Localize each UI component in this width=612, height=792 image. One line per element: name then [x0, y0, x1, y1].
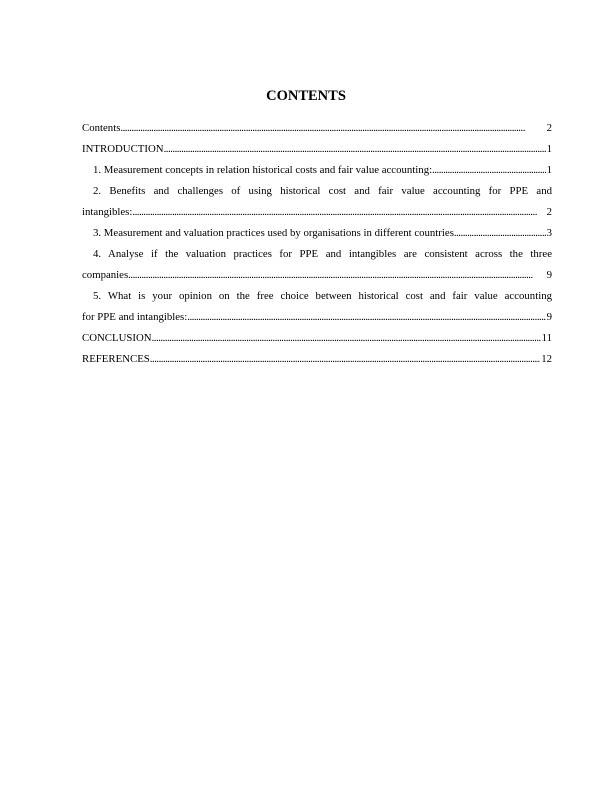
toc-entry-label: 3. Measurement and valuation practices used by organisations in different countries [93, 227, 454, 239]
toc-entry-section-1[interactable] [82, 160, 552, 181]
toc-entry-label-line2: intangibles: [82, 206, 133, 218]
dot-leader [150, 349, 540, 370]
toc-entry-label: REFERENCES [82, 353, 150, 365]
dot-leader [432, 160, 546, 181]
toc-entry-introduction[interactable] [82, 139, 552, 160]
toc-page-number: 2 [546, 206, 552, 218]
toc-page-number: 9 [546, 269, 552, 281]
dot-leader [132, 202, 545, 223]
dot-leader [120, 118, 545, 139]
toc-entry-references[interactable] [82, 349, 552, 370]
dot-leader [128, 265, 545, 286]
toc-entry-conclusion[interactable] [82, 328, 552, 349]
toc-page-number: 3 [546, 227, 552, 239]
toc-entry-label: Contents [82, 122, 121, 134]
toc-entry-label: CONCLUSION [82, 332, 152, 344]
toc-page-number: 1 [546, 164, 552, 176]
dot-leader [187, 307, 545, 328]
toc-entry-label-line2: for PPE and intangibles: [82, 311, 188, 323]
toc-entry-section-4[interactable] [82, 244, 552, 286]
dot-leader [454, 223, 546, 244]
toc-entry-label-line2: companies [82, 269, 129, 281]
toc-entry-label: INTRODUCTION [82, 143, 164, 155]
toc-page-number: 1 [546, 143, 552, 155]
toc-page-number: 11 [541, 332, 552, 344]
dot-leader [164, 139, 546, 160]
toc-entry-section-2[interactable] [82, 181, 552, 223]
toc-page-number: 12 [541, 353, 552, 365]
toc-page-number: 2 [546, 122, 552, 134]
toc-entry-contents[interactable] [82, 118, 552, 139]
toc-entry-label-line1: 2. Benefits and challenges of using historical cost and fair value accounting for PPE and [93, 185, 552, 197]
toc-entry-label: 1. Measurement concepts in relation historical costs and fair value accounting: [93, 164, 433, 176]
dot-leader [152, 328, 541, 349]
toc-entry-section-3[interactable] [82, 223, 552, 244]
toc-page-number: 9 [546, 311, 552, 323]
page-title: CONTENTS [266, 88, 346, 104]
toc-entry-label-line1: 5. What is your opinion on the free choice between historical cost and fair value accounting [93, 290, 552, 302]
toc-entry-section-5[interactable] [82, 286, 552, 328]
table-of-contents [82, 118, 552, 370]
toc-entry-label-line1: 4. Analyse if the valuation practices for PPE and intangibles are consistent across the three [93, 248, 552, 260]
